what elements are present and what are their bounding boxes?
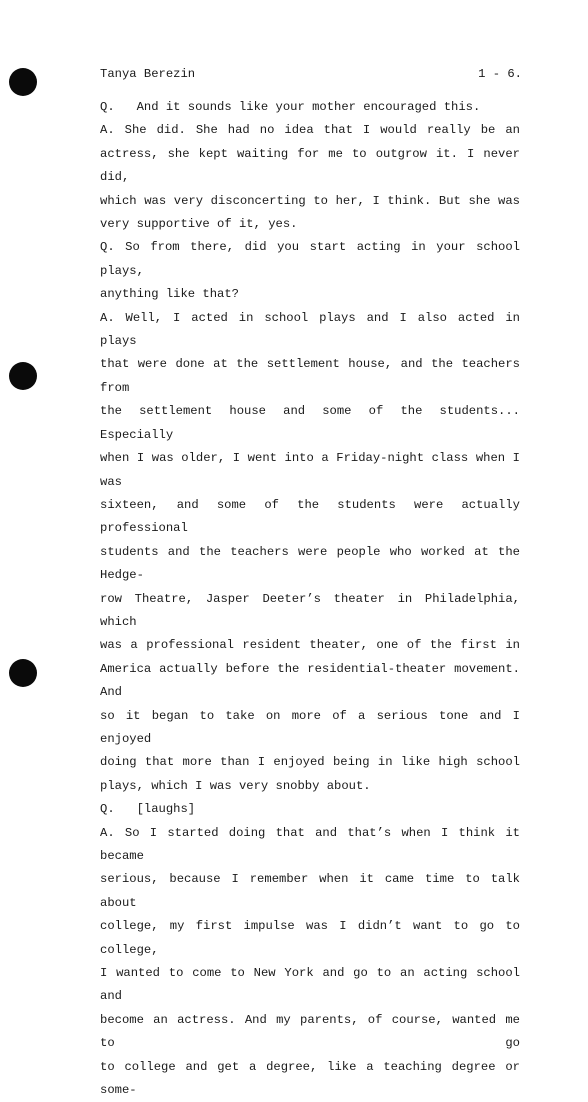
interviewee-name: Tanya Berezin xyxy=(100,67,196,81)
page-header xyxy=(100,67,522,81)
transcript-line: which was very disconcerting to her, I think. But she was xyxy=(100,193,520,208)
transcript-line: A. Well, I acted in school plays and I also acted in plays xyxy=(100,310,520,349)
transcript-line: actress, she kept waiting for me to outgrow it. I never did, xyxy=(100,146,520,185)
transcript-line: A. So I started doing that and that’s when I think it became xyxy=(100,825,520,863)
transcript-line: so it began to take on more of a serious tone and I enjoyed xyxy=(100,708,520,746)
transcript-line: students and the teachers were people who worked at the Hedge- xyxy=(100,544,520,583)
transcript-line: very supportive of it, yes. xyxy=(100,217,298,232)
transcript-line: that were done at the settlement house, and the teachers from xyxy=(100,357,520,395)
transcript-line: A. She did. She had no idea that I would really be an xyxy=(100,123,520,138)
transcript-line: Q. [laughs] xyxy=(100,802,196,817)
transcript-line: I wanted to come to New York and go to an acting school and xyxy=(100,966,520,1004)
transcript-line: America actually before the residential-theater movement. And xyxy=(100,661,520,700)
transcript-line: the settlement house and some of the students... Especially xyxy=(100,404,520,442)
transcript-line: doing that more than I enjoyed being in like high school xyxy=(100,755,520,770)
transcript-line: become an actress. And my parents, of course, wanted me to go xyxy=(100,1012,520,1051)
transcript-line: college, my first impulse was I didn’t want to go to college, xyxy=(100,919,520,957)
binder-hole-bottom xyxy=(9,659,37,687)
transcript-line: row Theatre, Jasper Deeter’s theater in Philadelphia, which xyxy=(100,591,520,629)
binder-hole-middle xyxy=(9,362,37,390)
transcript-line: was a professional resident theater, one of the first in xyxy=(100,638,520,653)
transcript-line: sixteen, and some of the students were actually professional xyxy=(100,497,520,536)
transcript-line: anything like that? xyxy=(100,287,239,302)
transcript-body xyxy=(100,96,520,1102)
transcript-line: Q. So from there, did you start acting in your school plays, xyxy=(100,240,520,278)
transcript-line: when I was older, I went into a Friday-night class when I was xyxy=(100,451,520,489)
page-number: 1 - 6. xyxy=(478,67,522,81)
transcript-line: serious, because I remember when it came time to talk about xyxy=(100,872,520,910)
transcript-line: plays, which I was very snobby about. xyxy=(100,778,371,793)
transcript-line: Q. And it sounds like your mother encouraged this. xyxy=(100,100,481,114)
binder-hole-top xyxy=(9,68,37,96)
transcript-line: to college and get a degree, like a teaching degree or some- xyxy=(100,1059,520,1098)
